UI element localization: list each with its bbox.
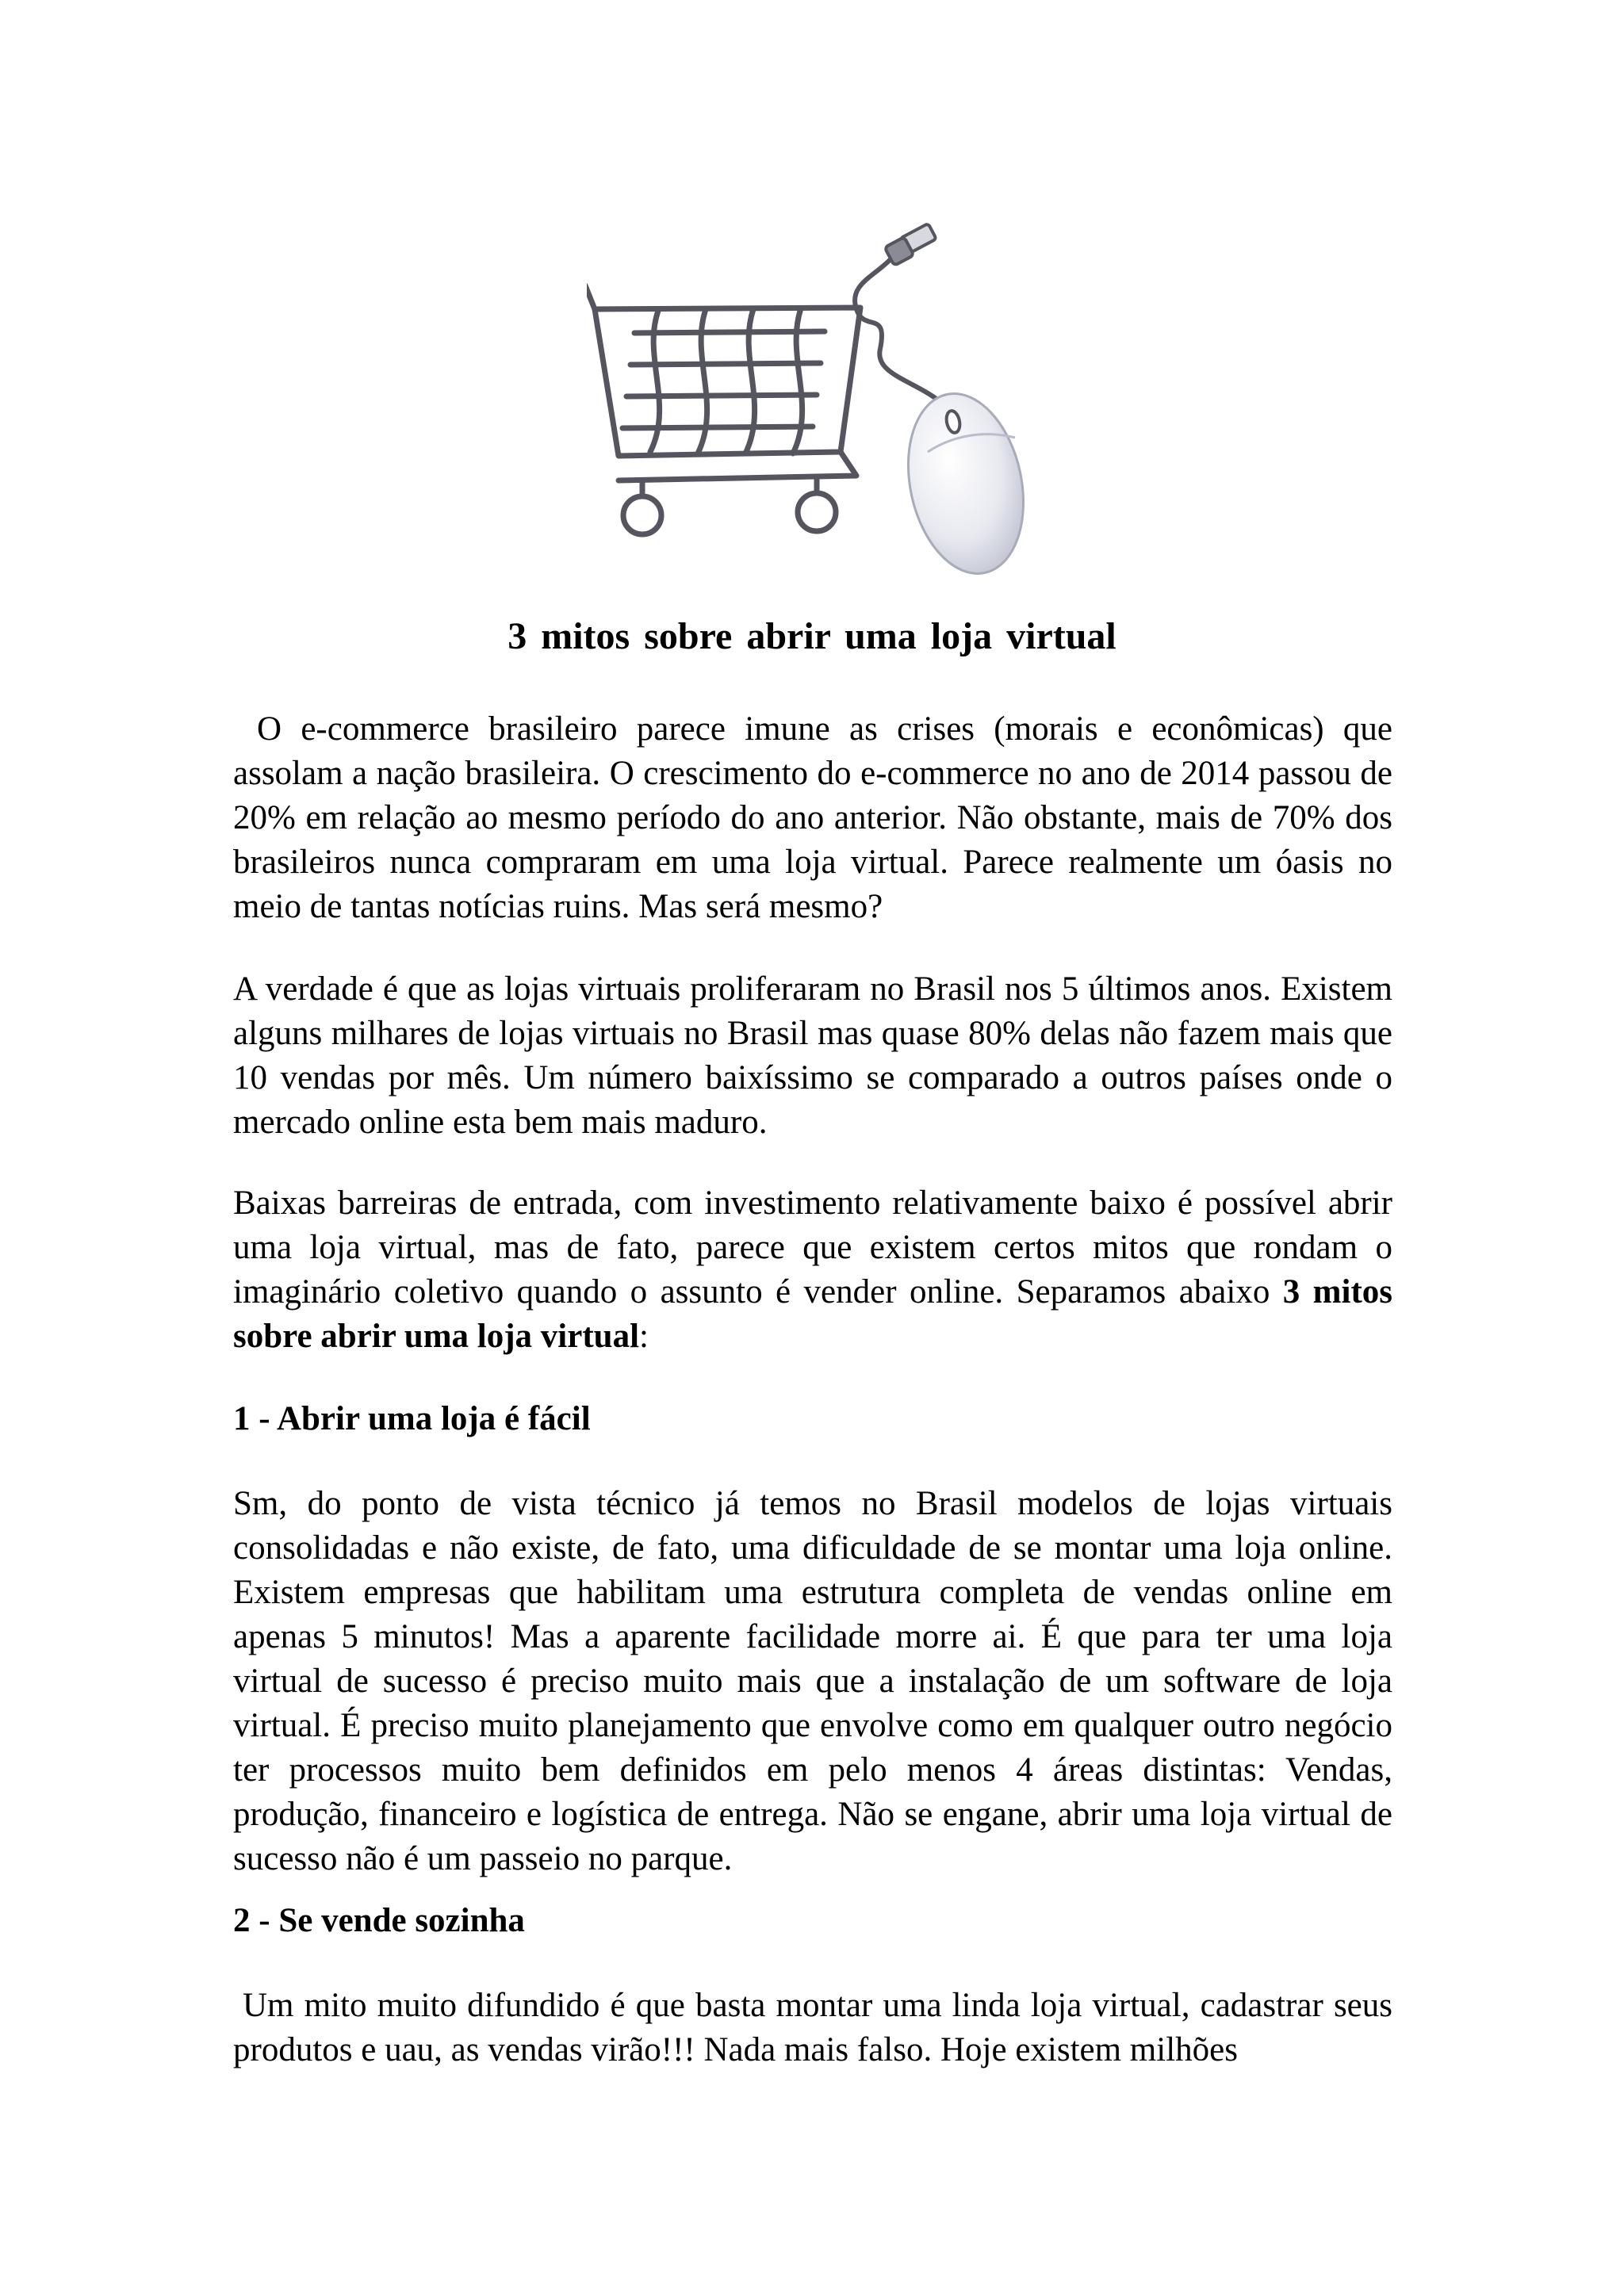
section-1-heading: 1 - Abrir uma loja é fácil [233,1400,591,1437]
intro-paragraph: O e-commerce brasileiro parece imune as crises (morais e econômicas) que assolam a nação brasileira. O crescimento do e-commerce no ano de 2014 passou de 20% em relação ao mesmo período do ano anterior. Não obstante, mais de 70% dos brasileiros nunca compraram em uma loja virtual. Parece realmente um óasis no meio de tantas notícias ruins. Mas será mesmo? [233,710,1392,925]
cable-line [855,260,948,408]
shopping-cart-icon [587,285,860,480]
section-2-heading: 2 - Se vende sozinha [233,1902,525,1939]
section-2-paragraph: Um mito muito difundido é que basta montar uma linda loja virtual, cadastrar seus produtos e uau, as vendas virão!!! Nada mais falso. Hoje existem milhões [233,1987,1392,2068]
cart-wheels [623,479,836,534]
usb-plug-icon [885,224,936,266]
shopping-cart-mouse-illustration [587,214,1031,579]
body-paragraph-2: A verdade é que as lojas virtuais proliferaram no Brasil nos 5 últimos anos. Existem alguns milhares de lojas virtuais no Brasil mas quase 80% delas não fazem mais que 10 vendas por mês. Um número baixíssimo se comparado a outros países onde o mercado online esta bem mais maduro. [233,970,1392,1141]
paragraph-3-text: Baixas barreiras de entrada, com investimento relativamente baixo é possível abrir uma loja virtual, mas de fato, parece que existem certos mitos que rondam o imaginário coletivo quando o assunto é vender online. Separamos abaixo [233,1184,1392,1311]
body-paragraph-3 [233,1181,1392,1359]
page-title: 3 mitos sobre abrir uma loja virtual [508,615,1116,657]
paragraph-3-bold: 3 mitos sobre abrir uma loja virtual [233,1273,1392,1355]
computer-mouse-icon [893,383,1031,579]
section-1-paragraph: Sm, do ponto de vista técnico já temos no Brasil modelos de lojas virtuais consolidadas e não existe, de fato, uma dificuldade de se montar uma loja online. Existem empresas que habilitam uma estrutura completa de vendas online em apenas 5 minutos! Mas a aparente facilidade morre ai. É que para ter uma loja virtual de sucesso é preciso muito mais que a instalação de um software de loja virtual. É preciso muito planejamento que envolve como em qualquer outro negócio ter processos muito bem definidos em pelo menos 4 áreas distintas: Vendas, produção, financeiro e logística de entrega. Não se engane, abrir uma loja virtual de sucesso não é um passeio no parque. [233,1485,1392,1877]
paragraph-3-end: : [639,1318,649,1355]
